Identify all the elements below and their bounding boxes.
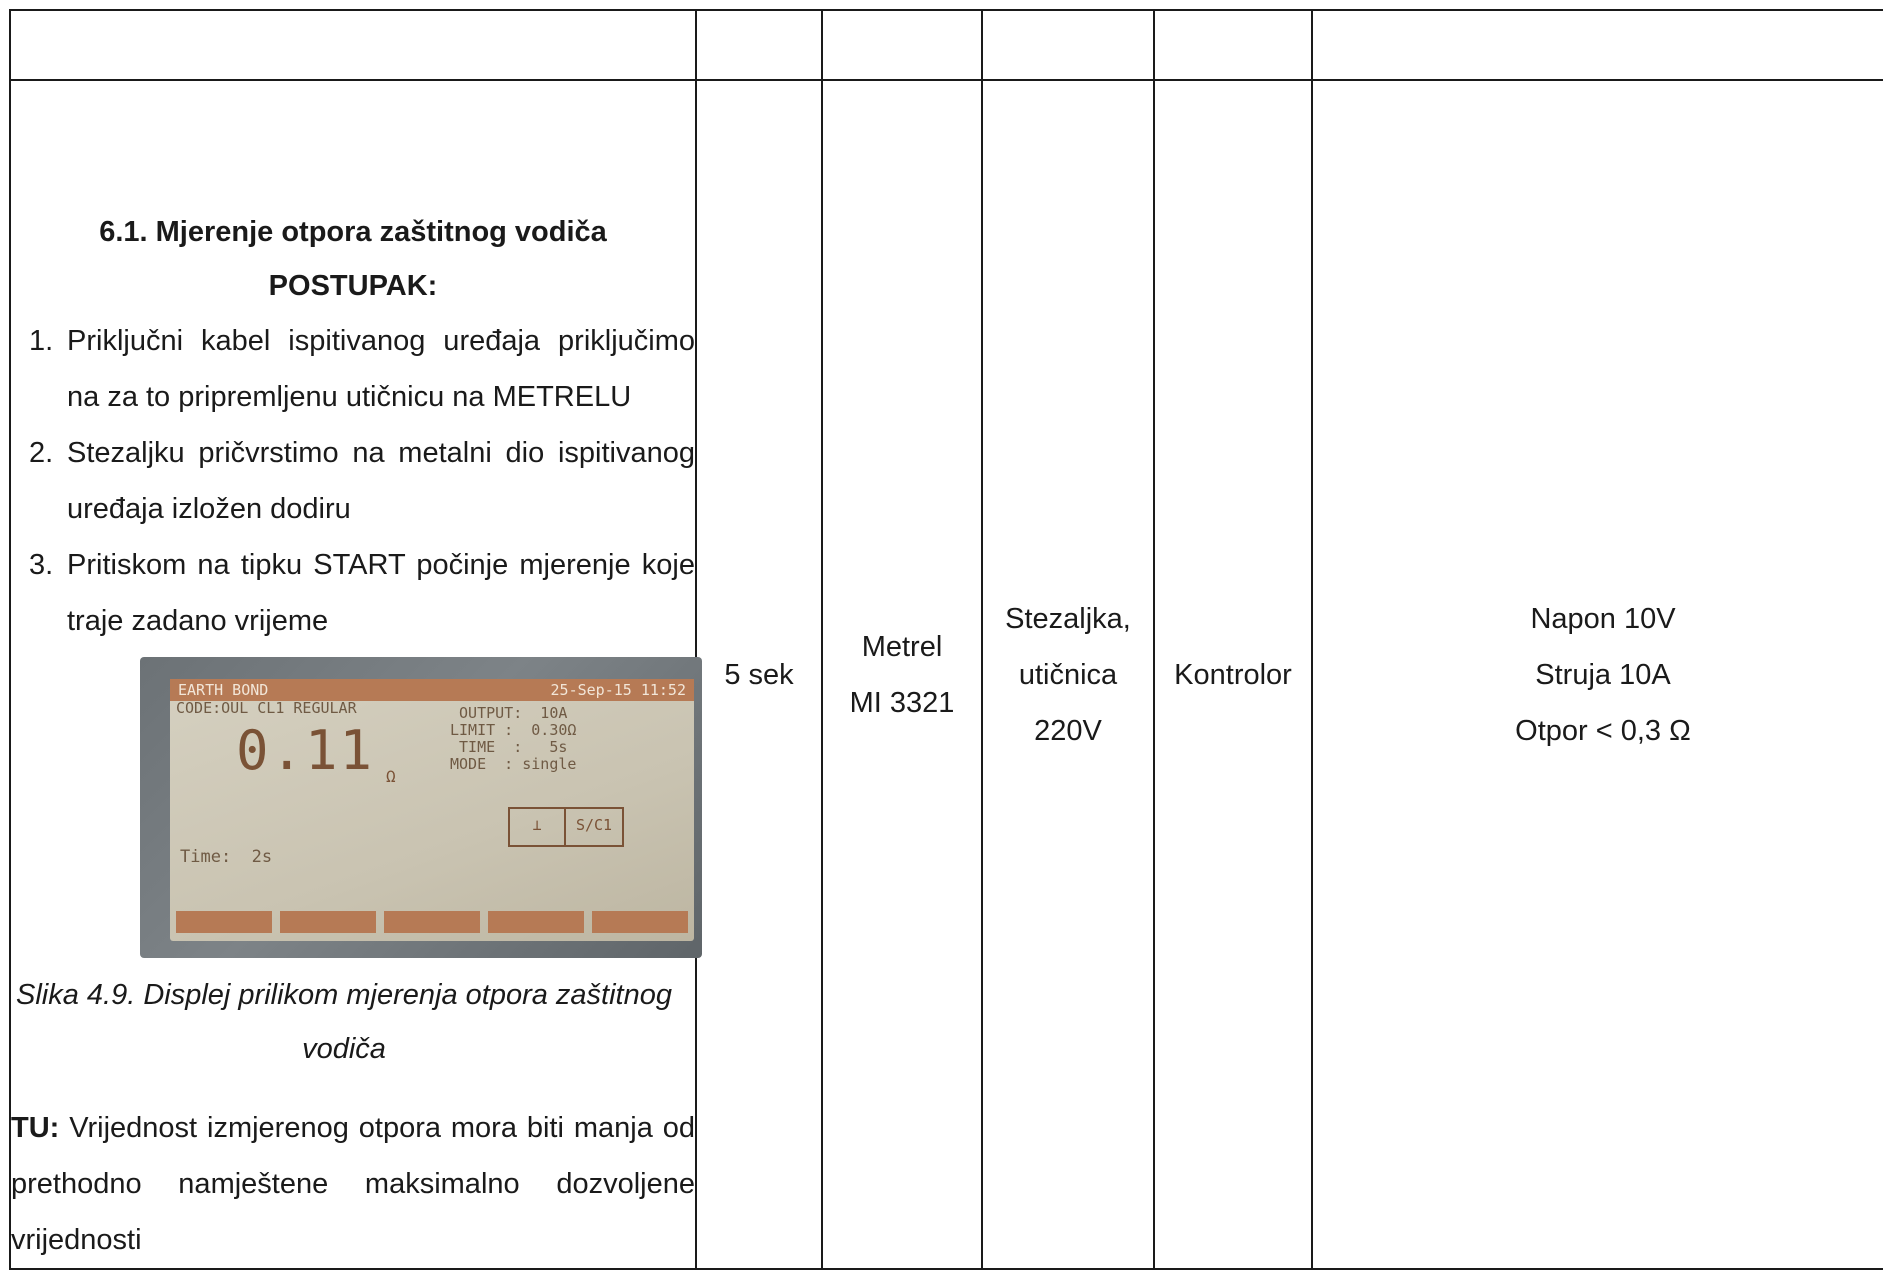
header-cell-5 [1154, 10, 1312, 80]
step-text: Pritiskom na tipku START počinje mjerenje koje traje zadano vrijeme [67, 549, 695, 637]
instrument-display-photo [140, 657, 702, 958]
lcd-time-line: Time: 2s [180, 847, 273, 867]
softkey [488, 911, 584, 933]
criteria-cell [1312, 80, 1883, 1269]
executor-value: Kontrolor [1174, 658, 1292, 691]
table-header-row [10, 10, 1883, 80]
procedure-table [9, 9, 1883, 1270]
list-item [29, 313, 695, 425]
header-cell-4 [982, 10, 1154, 80]
figure-caption: Slika 4.9. Displej prilikom mjerenja otpora zaštitnog vodiča [15, 979, 672, 1065]
list-item [29, 425, 695, 537]
criteria-value: Napon 10V Struja 10A Otpor < 0,3 Ω [1515, 602, 1691, 747]
softkey [592, 911, 688, 933]
header-cell-6 [1312, 10, 1883, 80]
step-number: 1. [29, 325, 54, 357]
lcd-measured-value: 0.11 [236, 719, 375, 782]
probe-icon: ⊥ [508, 807, 566, 847]
equipment-cell [982, 80, 1154, 1269]
step-number: 2. [29, 437, 54, 469]
tu-paragraph [11, 1100, 695, 1268]
step-text: Priključni kabel ispitivanog uređaja priključimo na za to pripremljenu utičnicu na METRELU [67, 325, 695, 413]
lcd-mode-title: EARTH BOND [178, 681, 269, 699]
procedure-description-cell [10, 80, 696, 1269]
instrument-value: Metrel MI 3321 [849, 630, 955, 719]
softkey [176, 911, 272, 933]
list-item [29, 537, 695, 649]
section-title: 6.1. Mjerenje otpora zaštitnog vodiča [99, 216, 607, 248]
procedure-label: POSTUPAK: [268, 270, 438, 302]
procedure-steps-list [11, 313, 695, 649]
lcd-datetime: 25-Sep-15 11:52 [550, 681, 686, 699]
header-cell-3 [822, 10, 982, 80]
equipment-value: Stezaljka, utičnica 220V [1005, 602, 1131, 747]
duration-value: 5 sek [724, 658, 794, 691]
softkey [384, 911, 480, 933]
softkey [280, 911, 376, 933]
tu-label: TU: [11, 1112, 60, 1144]
header-cell-1 [10, 10, 696, 80]
duration-cell [696, 80, 822, 1269]
lcd-code-line: CODE:OUL CL1 REGULAR [176, 699, 357, 717]
lcd-parameters: OUTPUT: 10A LIMIT : 0.30Ω TIME : 5s MODE : single [450, 704, 577, 773]
tu-text: Vrijednost izmjerenog otpora mora biti manja od prethodno namještene maksimalno dozvoljene vrijednosti [11, 1112, 695, 1256]
lcd-screen [170, 679, 694, 941]
executor-cell [1154, 80, 1312, 1269]
instrument-cell [822, 80, 982, 1269]
step-number: 3. [29, 549, 54, 581]
table-row [10, 80, 1883, 1269]
header-cell-2 [696, 10, 822, 80]
lcd-softkey-bar [176, 911, 688, 933]
lcd-sc-label: S/C1 [564, 807, 624, 847]
lcd-header-bar [170, 679, 694, 701]
lcd-unit: Ω [386, 767, 396, 786]
step-text: Stezaljku pričvrstimo na metalni dio ispitivanog uređaja izložen dodiru [67, 437, 695, 525]
